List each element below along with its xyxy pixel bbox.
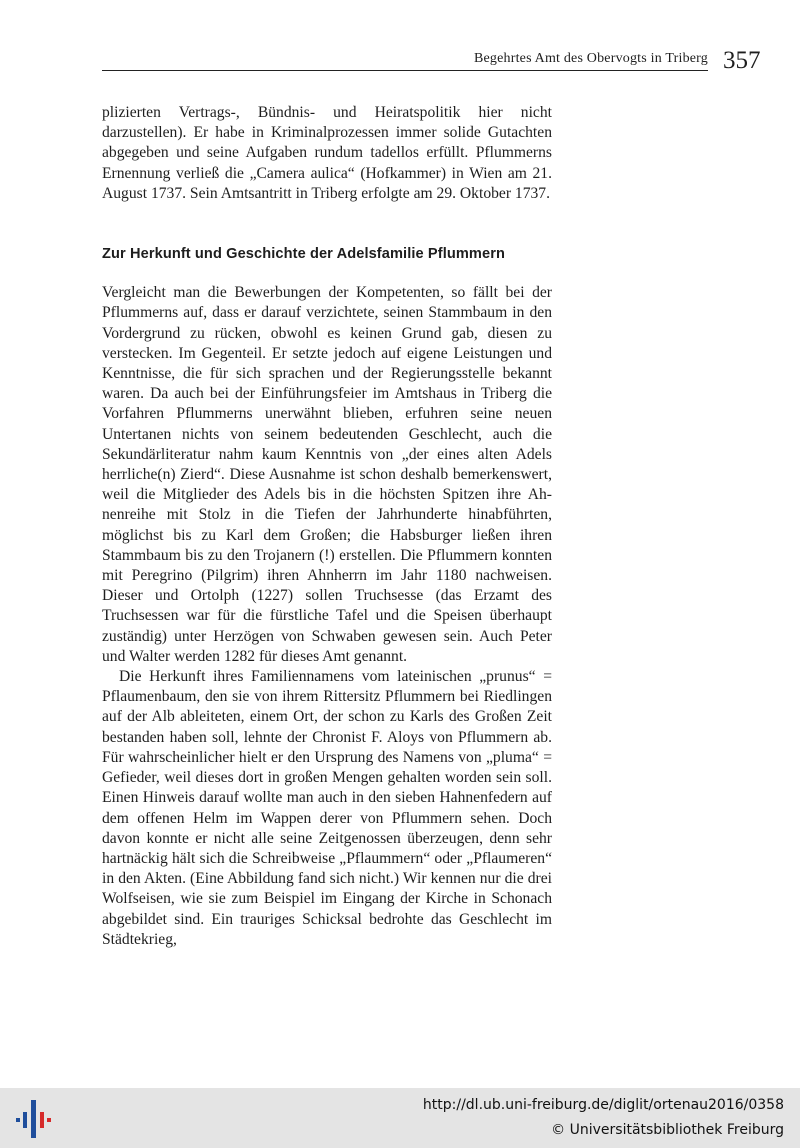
page-number: 357	[723, 47, 761, 74]
section-heading: Zur Herkunft und Geschichte der Adelsfamilie Pflummern	[102, 246, 506, 263]
copyright-notice: © Universitätsbibliothek Freiburg	[551, 1122, 784, 1138]
paragraph: Vergleicht man die Bewerbungen der Kompetenten, so fällt bei der Pflummerns auf, dass er darauf verzichtete, seinen Stammbaum in den Vordergrund zu rücken, obwohl es keinen Grund gab, diesen zu verstecken. Im Gegenteil. Er setzte jedoch auf eigene Leistungen und Kenntnisse, die für sich sprachen und der Regierungsstelle bekannt waren. Da auch bei der Einführungsfeier im Amtshaus in Triberg die Vorfahren Pflummerns unerwähnt blieben, erfuhren seine neuen Untertanen nichts von seinem bedeutenden Geschlecht, auch die Sekundärliteratur nahm kaum Kenntnis von „der eines alten Adels herrliche(n) Zierd“. Diese Ausnahme ist schon deshalb bemerkenswert, weil die Mitglieder des Adels bis in die höchsten Spitzen ihre Ahnenreihe mit Stolz in die Tiefen der Jahrhunderte hinabführten, möglichst bis zu Karl dem Großen; die Habsburger ließen ihren Stammbaum bis zu den Trojanern (!) erstellen. Die Pflummern konnten mit Peregrino (Pilgrim) ihren Ahnherrn im Jahr 1180 nachweisen. Dieser und Ortolph (1227) sollen Truchsesse (das Erzamt des Truchsessen war für die fürstliche Tafel und die Speisen überhaupt zuständig) unter Herzögen von Schwaben gewesen sein. Auch Peter und Walter werden 1282 für dieses Amt genannt.	[102, 284, 552, 665]
body-text	[102, 103, 552, 950]
running-title: Begehrtes Amt des Obervogts in Triberg	[473, 51, 708, 66]
paragraph: plizierten Vertrags-, Bündnis- und Heiratspolitik hier nicht darzustellen). Er habe in Kriminalprozessen immer solide Gutachten abgegeben und seine Aufgaben rundum tadellos erfüllt. Pflummerns Ernennung verließ die „Camera aulica“ (Hofkammer) in Wien am 21. August 1737. Sein Amtsantritt in Triberg erfolgte am 29. Oktober 1737.	[102, 104, 552, 202]
library-logo-icon	[14, 1098, 54, 1140]
source-url-link[interactable]: http://dl.ub.uni-freiburg.de/diglit/ortenau2016/0358	[422, 1097, 784, 1113]
running-head	[102, 48, 708, 71]
footer-bar	[0, 1088, 800, 1148]
paragraph: Die Herkunft ihres Familiennamens vom lateinischen „prunus“ = Pflaumenbaum, den sie von ihrem Rittersitz Pflummern bei Riedlingen auf der Alb ableiteten, einem Ort, der schon zu Karls des Großen Zeit bestanden haben soll, lehnte der Chronist F. Aloys von Pflummern ab. Für wahrscheinlicher hielt er den Ursprung des Namens von „pluma“ = Gefieder, weil dieses dort in großen Mengen gehalten worden sein soll. Einen Hinweis darauf wollte man auch in den sieben Hahnenfedern auf dem offenen Helm im Wappen derer von Pflummern sehen. Doch davon konnte er nicht alle seine Zeitgenossen überzeugen, denn sehr hartnäckig hält sich die Schreibweise „Pflaummern“ oder „Pflaumeren“ in den Akten. (Eine Abbildung fand sich nicht.) Wir kennen nur die drei Wolfseisen, wie sie zum Beispiel im Eingang der Kirche in Schonach abgebildet sind. Ein trauriges Schicksal bedrohte das Geschlecht im Städtekrieg,	[102, 668, 552, 948]
